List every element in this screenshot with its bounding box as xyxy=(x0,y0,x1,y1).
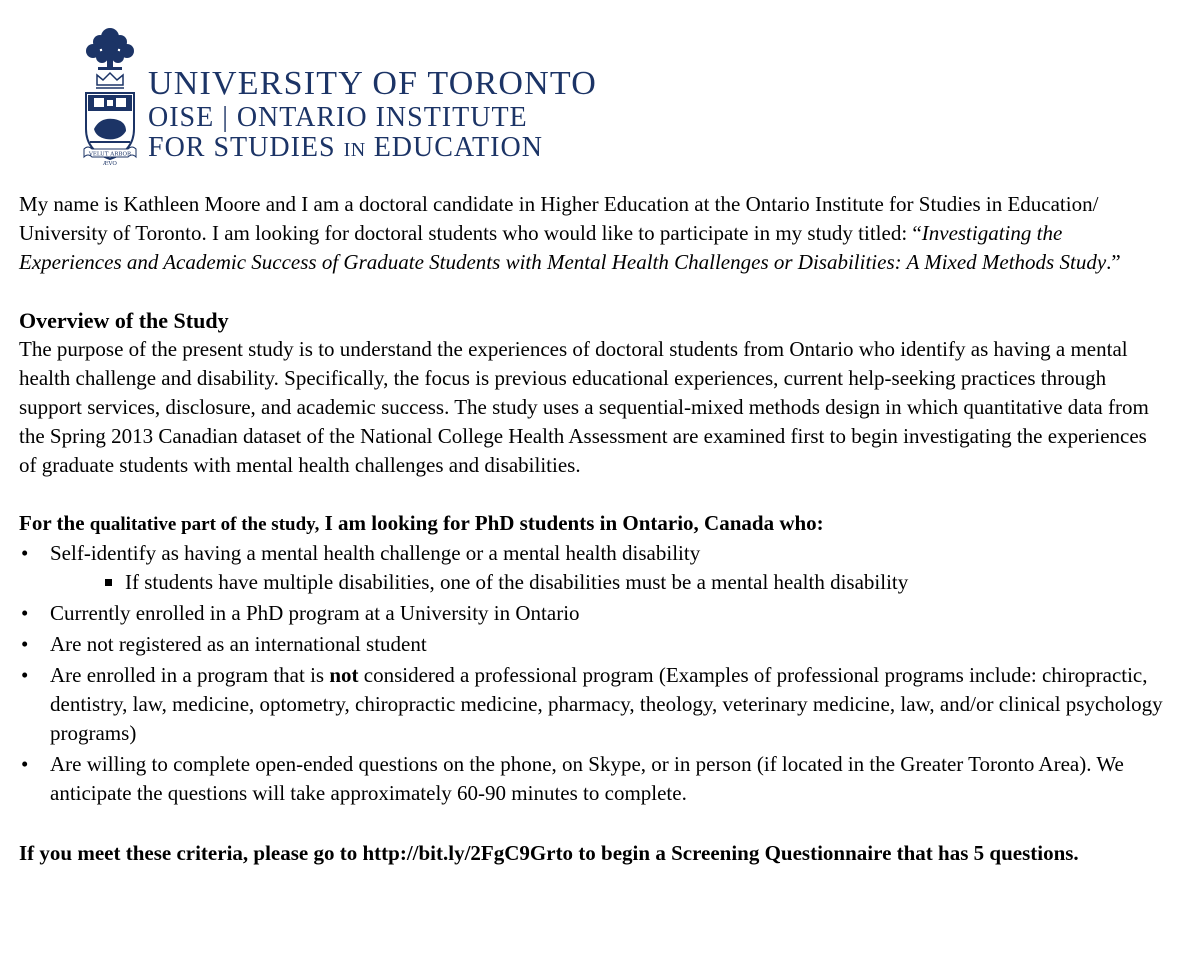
list-item: • Are enrolled in a program that is not considered a professional program (Examples of professional programs include: chiropractic, dentistry, law, medicine, optometry, chiropractic medicine, pharmacy, theology, veterinary medicine, law, and/or clinical psychology programs) xyxy=(21,663,1163,745)
bullet-icon: • xyxy=(21,632,29,656)
bullet-icon: • xyxy=(21,601,29,625)
intro-paragraph: My name is Kathleen Moore and I am a doctoral candidate in Higher Education at the Ontario Institute for Studies in Education/ University of Toronto. I am looking for doctoral students who would like to participate in my study titled: “Investigating the Experiences and Academic Success of Graduate Students with Mental Health Challenges or Disabilities: A Mixed Methods Study.” xyxy=(19,192,1121,274)
criteria-list xyxy=(19,539,1169,808)
criteria-heading: For the qualitative part of the study, I am looking for PhD students in Ontario, Canada who: xyxy=(19,511,824,535)
flyer-body xyxy=(19,190,1169,868)
list-item: • Are not registered as an international student xyxy=(19,630,1169,659)
overview-paragraph: The purpose of the present study is to understand the experiences of doctoral students from Ontario who identify as having a mental health challenge and disability. Specifically, the focus is previous educational experiences, current help-seeking practices through support services, disclosure, and academic success. The study uses a sequential-mixed methods design in which quantitative data from the Spring 2013 Canadian dataset of the National College Health Assessment are examined first to begin investigating the experiences of graduate students with mental health challenges and disabilities. xyxy=(19,337,1149,477)
bullet-icon: • xyxy=(21,752,29,776)
svg-text:ÆVO: ÆVO xyxy=(103,161,117,167)
list-item: • Self-identify as having a mental health challenge or a mental health disability If students have multiple disabilities, one of the disabilities must be a mental health disability xyxy=(19,539,1169,597)
bullet-icon: • xyxy=(21,541,29,565)
call-to-action: If you meet these criteria, please go to http://bit.ly/2FgC9Grto to begin a Screening Questionnaire that has 5 questions. xyxy=(19,841,1079,865)
university-wordmark xyxy=(148,65,597,165)
study-title: Investigating the Experiences and Academic Success of Graduate Students with Mental Health Challenges or Disabilities: A Mixed Methods Study xyxy=(19,221,1107,274)
screening-link[interactable]: http://bit.ly/2FgC9Grto xyxy=(362,841,574,865)
wordmark-line-2: OISE | ONTARIO INSTITUTE xyxy=(148,102,528,133)
page-header xyxy=(80,25,680,175)
university-crest-icon xyxy=(80,25,140,167)
sub-list xyxy=(50,568,1169,597)
wordmark-line-3: FOR STUDIES IN EDUCATION xyxy=(148,132,543,163)
list-item: • Are willing to complete open-ended questions on the phone, on Skype, or in person (if located in the Greater Toronto Area). We anticipate the questions will take approximately 60-90 minutes to complete. xyxy=(21,752,1124,805)
list-item: If students have multiple disabilities, one of the disabilities must be a mental health disability xyxy=(50,568,1169,597)
svg-text:VELUT ARBOR: VELUT ARBOR xyxy=(88,151,132,158)
list-item: • Currently enrolled in a PhD program at a University in Ontario xyxy=(19,599,1169,628)
bullet-icon: • xyxy=(21,663,29,687)
wordmark-line-1: UNIVERSITY OF TORONTO xyxy=(148,65,597,102)
overview-heading: Overview of the Study xyxy=(19,308,229,333)
square-bullet-icon xyxy=(105,579,112,586)
